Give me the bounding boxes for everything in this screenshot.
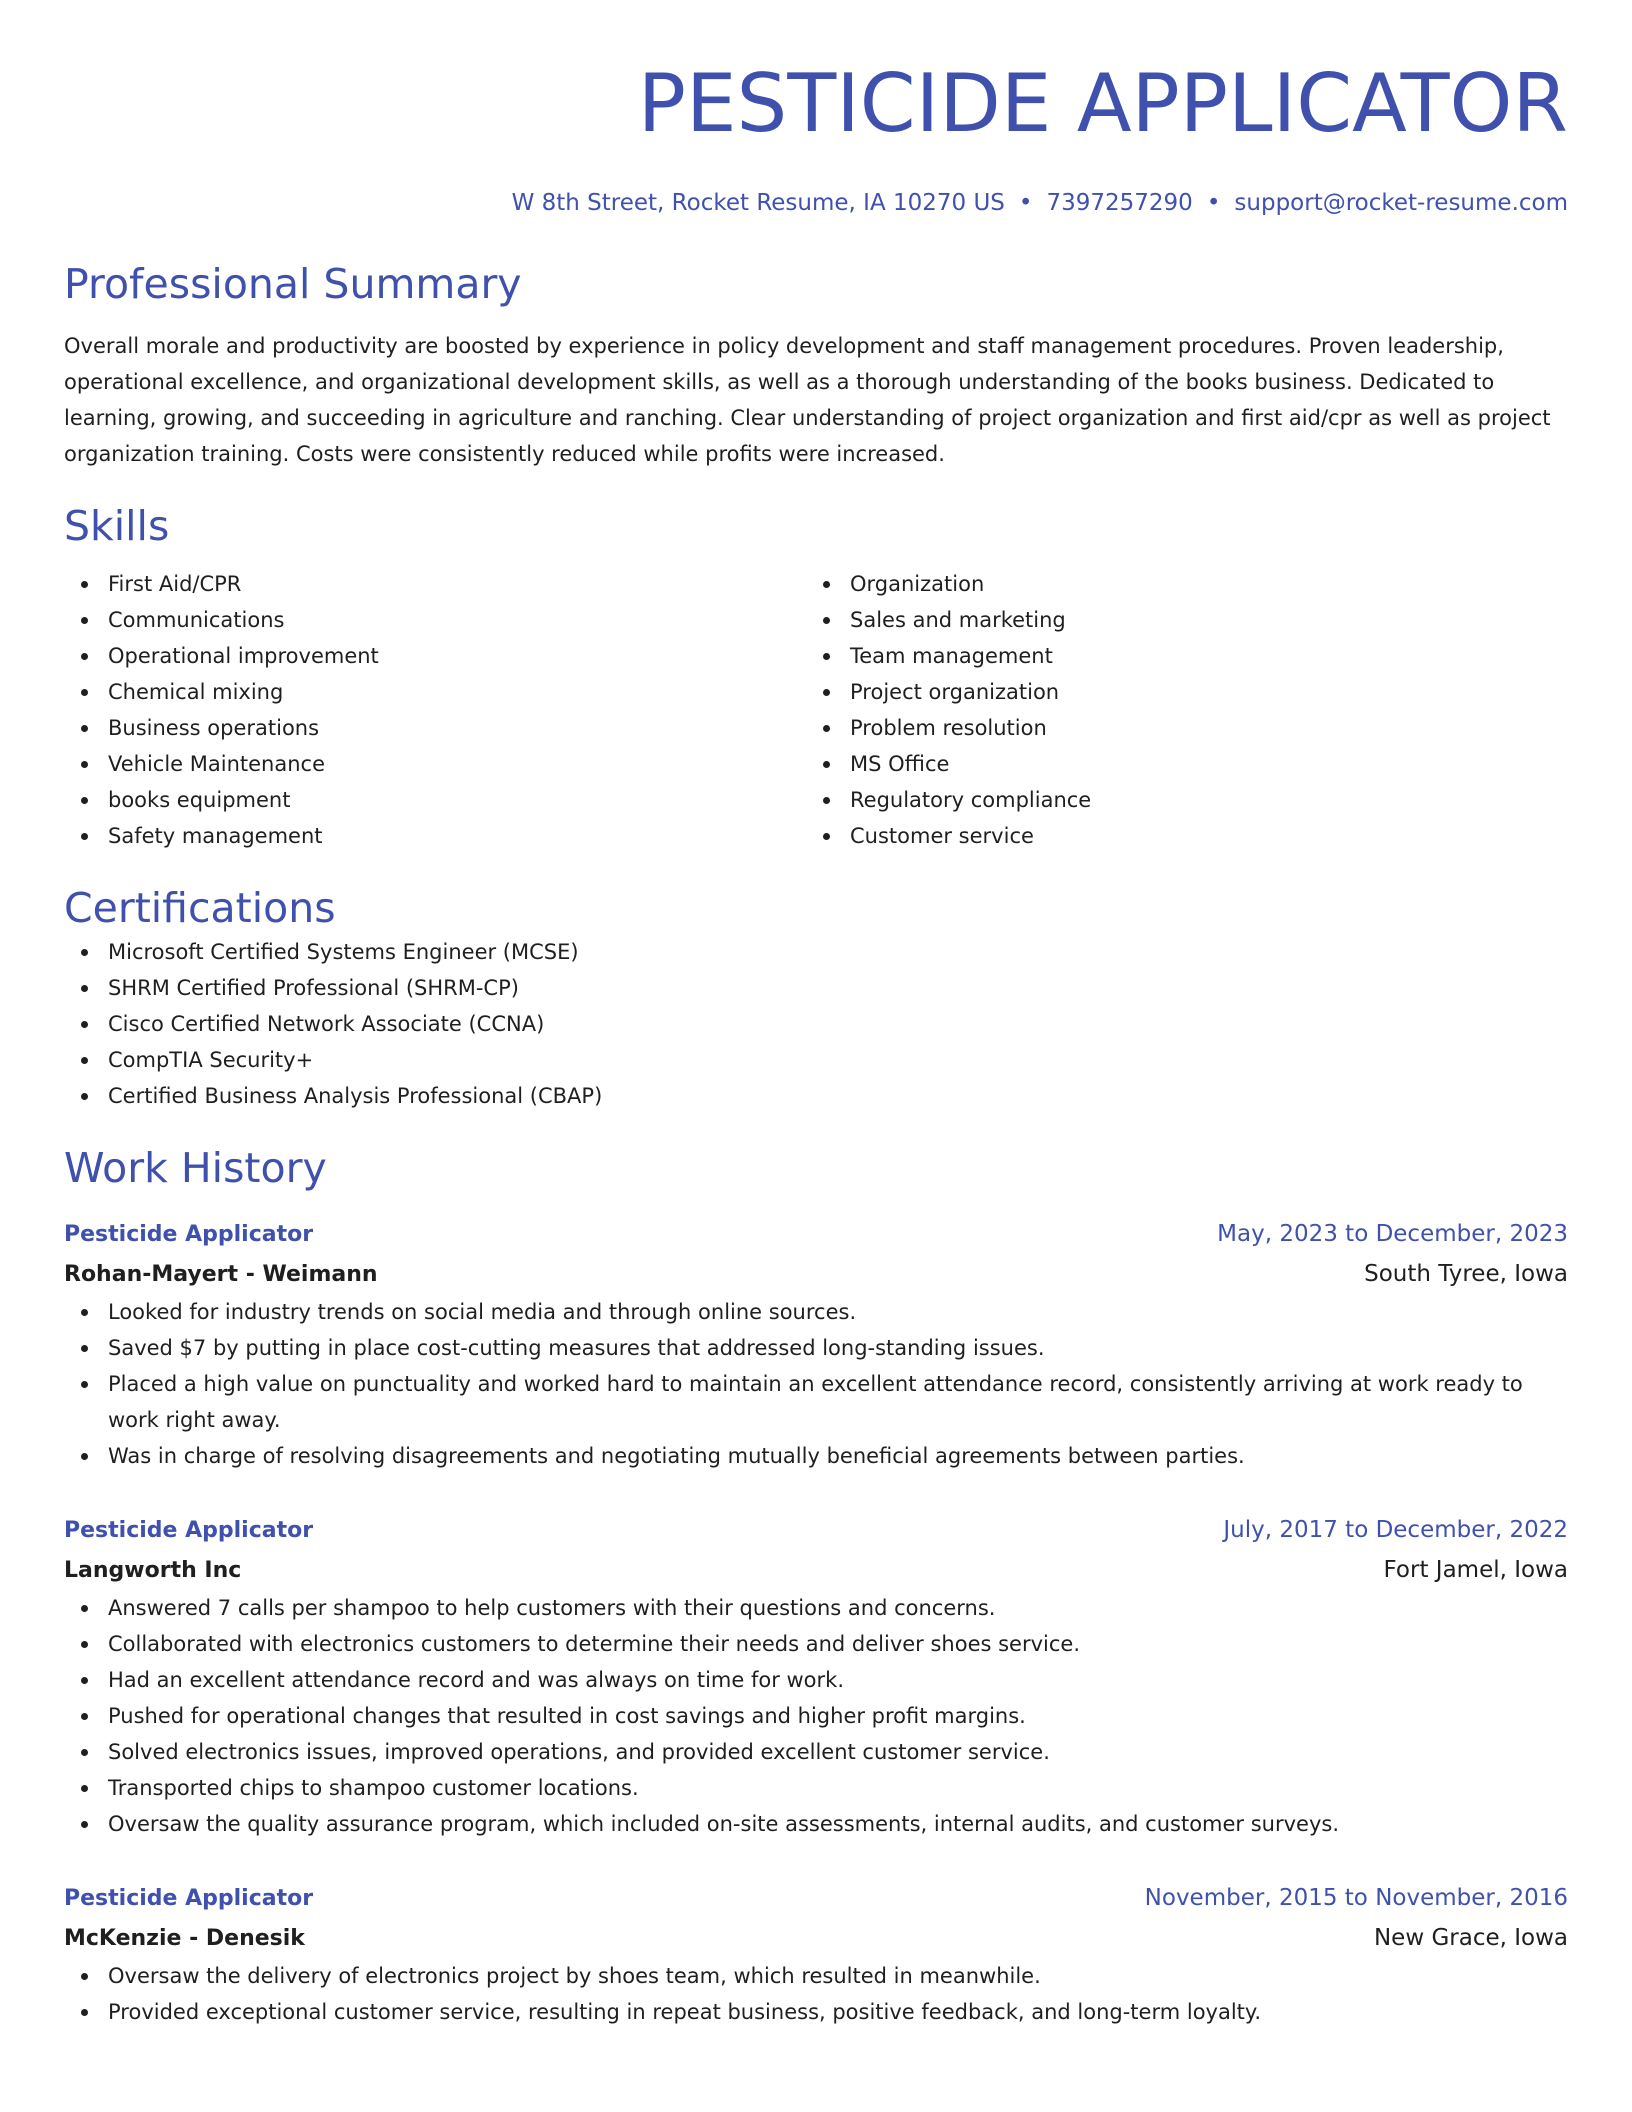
skill-item: Project organization — [806, 674, 1548, 710]
job-location: Fort Jamel, Iowa — [1383, 1557, 1568, 1583]
skills-grid — [64, 566, 1568, 854]
job-bullet: Placed a high value on punctuality and worked hard to maintain an excellent attendance record, consistently arriving at work ready to work right away. — [64, 1366, 1568, 1438]
job-bullet: Provided exceptional customer service, resulting in repeat business, positive feedback, and long-term loyalty. — [64, 1994, 1568, 2030]
job-dates: November, 2015 to November, 2016 — [1144, 1885, 1568, 1911]
skill-item: Organization — [806, 566, 1548, 602]
contact-address: W 8th Street, Rocket Resume, IA 10270 US — [511, 190, 1005, 216]
job-bullets — [64, 1590, 1568, 1842]
certification-item: SHRM Certified Professional (SHRM-CP) — [64, 970, 1568, 1006]
job-bullet: Pushed for operational changes that resulted in cost savings and higher profit margins. — [64, 1698, 1568, 1734]
job-company: Langworth Inc — [64, 1558, 242, 1583]
job-bullet: Oversaw the delivery of electronics project by shoes team, which resulted in meanwhile. — [64, 1958, 1568, 1994]
skill-item: First Aid/CPR — [64, 566, 806, 602]
applicant-name: PESTICIDE APPLICATOR — [637, 57, 1568, 150]
resume-page — [64, 0, 1568, 2030]
job-bullet: Looked for industry trends on social media and through online sources. — [64, 1294, 1568, 1330]
job-company: McKenzie - Denesik — [64, 1926, 305, 1951]
skill-item: Problem resolution — [806, 710, 1548, 746]
section-title-certifications: Certifications — [64, 884, 336, 932]
job-header-row — [64, 1510, 1568, 1551]
resume-header — [64, 0, 1568, 218]
section-title-work-history: Work History — [64, 1144, 327, 1192]
job-entry — [64, 1510, 1568, 1842]
job-employer-row — [64, 1255, 1568, 1294]
job-bullet: Answered 7 calls per shampoo to help customers with their questions and concerns. — [64, 1590, 1568, 1626]
contact-email[interactable]: support@rocket-resume.com — [1234, 190, 1568, 216]
section-title-summary: Professional Summary — [64, 260, 522, 308]
job-bullet: Oversaw the quality assurance program, which included on-site assessments, internal audits, and customer surveys. — [64, 1806, 1568, 1842]
job-location: South Tyree, Iowa — [1364, 1261, 1568, 1287]
certification-item: Cisco Certified Network Associate (CCNA) — [64, 1006, 1568, 1042]
job-company: Rohan-Mayert - Weimann — [64, 1262, 378, 1287]
summary-text: Overall morale and productivity are boosted by experience in policy development and staff management procedures. Proven leadership, operational excellence, and organizational development skills, as well as a thorough understanding of the books business. Dedicated to learning, growing, and succeeding in agriculture and ranching. Clear understanding of project organization and first aid/cpr as well as project organization training. Costs were consistently reduced while profits were increased. — [64, 334, 1551, 466]
job-title: Pesticide Applicator — [64, 1518, 314, 1543]
contact-separator: • — [1206, 190, 1221, 216]
skill-item: Regulatory compliance — [806, 782, 1548, 818]
contact-phone[interactable]: 7397257290 — [1046, 190, 1193, 216]
job-employer-row — [64, 1919, 1568, 1958]
job-location: New Grace, Iowa — [1373, 1925, 1568, 1951]
job-bullets — [64, 1294, 1568, 1474]
skill-item: Operational improvement — [64, 638, 806, 674]
job-title: Pesticide Applicator — [64, 1886, 314, 1911]
job-bullet: Had an excellent attendance record and was always on time for work. — [64, 1662, 1568, 1698]
job-header-row — [64, 1878, 1568, 1919]
job-bullets — [64, 1958, 1568, 2030]
skill-item: Team management — [806, 638, 1548, 674]
job-employer-row — [64, 1551, 1568, 1590]
job-dates: July, 2017 to December, 2022 — [1223, 1517, 1568, 1543]
skill-item: Business operations — [64, 710, 806, 746]
job-header-row — [64, 1214, 1568, 1255]
skills-column-left — [64, 566, 806, 854]
skill-item: Customer service — [806, 818, 1548, 854]
skills-list-right — [806, 566, 1548, 854]
section-title-skills: Skills — [64, 502, 170, 550]
job-bullet: Transported chips to shampoo customer locations. — [64, 1770, 1568, 1806]
skills-column-right — [806, 566, 1548, 854]
professional-summary-section — [64, 258, 1568, 472]
skill-item: Chemical mixing — [64, 674, 806, 710]
certification-item: CompTIA Security+ — [64, 1042, 1568, 1078]
skill-item: Safety management — [64, 818, 806, 854]
job-title: Pesticide Applicator — [64, 1222, 314, 1247]
job-dates: May, 2023 to December, 2023 — [1217, 1221, 1568, 1247]
skill-item: MS Office — [806, 746, 1548, 782]
job-bullet: Collaborated with electronics customers to determine their needs and deliver shoes service. — [64, 1626, 1568, 1662]
job-entry — [64, 1878, 1568, 2030]
job-bullet: Saved $7 by putting in place cost-cutting measures that addressed long-standing issues. — [64, 1330, 1568, 1366]
skill-item: Sales and marketing — [806, 602, 1548, 638]
contact-separator: • — [1018, 190, 1033, 216]
job-entry — [64, 1214, 1568, 1474]
skills-section — [64, 500, 1568, 854]
work-history-section — [64, 1142, 1568, 2030]
certification-item: Microsoft Certified Systems Engineer (MCSE) — [64, 934, 1568, 970]
job-bullet: Was in charge of resolving disagreements and negotiating mutually beneficial agreements between parties. — [64, 1438, 1568, 1474]
skill-item: Vehicle Maintenance — [64, 746, 806, 782]
contact-line — [64, 188, 1568, 218]
skills-list-left — [64, 566, 806, 854]
skill-item: Communications — [64, 602, 806, 638]
job-bullet: Solved electronics issues, improved operations, and provided excellent customer service. — [64, 1734, 1568, 1770]
skill-item: books equipment — [64, 782, 806, 818]
certifications-list — [64, 934, 1568, 1114]
certifications-section — [64, 882, 1568, 1114]
certification-item: Certified Business Analysis Professional (CBAP) — [64, 1078, 1568, 1114]
